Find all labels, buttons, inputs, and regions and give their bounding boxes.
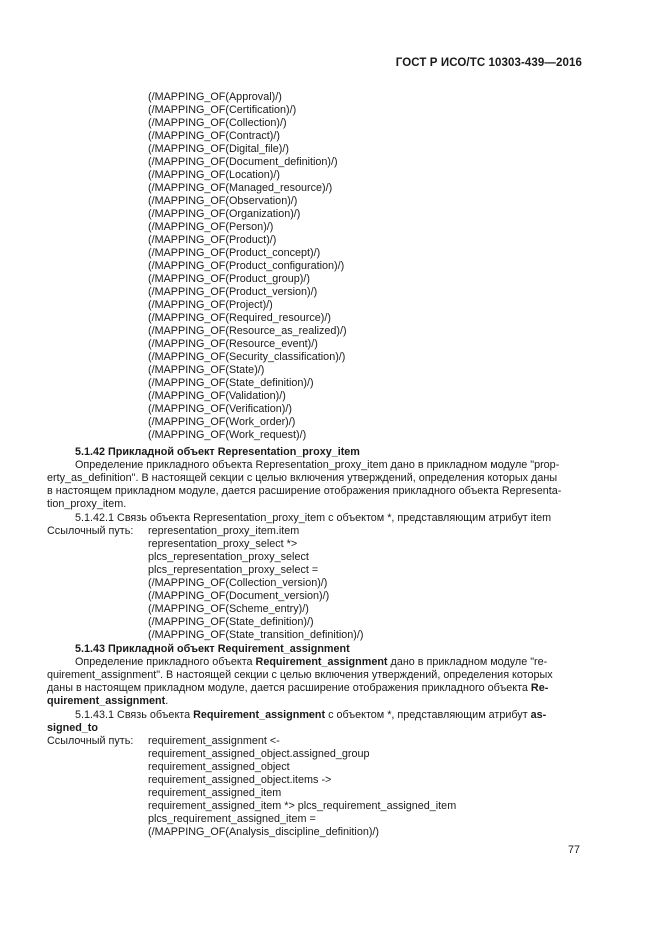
mapping-line: (/MAPPING_OF(Person)/) — [148, 221, 274, 233]
mapping-line: (/MAPPING_OF(Resource_as_realized)/) — [148, 325, 347, 337]
mapping-line: (/MAPPING_OF(Product)/) — [148, 234, 277, 246]
mapping-line: (/MAPPING_OF(Security_classification)/) — [148, 351, 346, 363]
ref-line: (/MAPPING_OF(State_transition_definition)/) — [148, 629, 364, 641]
mapping-line: (/MAPPING_OF(State)/) — [148, 364, 265, 376]
para-line: quirement_assignment. — [47, 695, 169, 707]
mapping-line: (/MAPPING_OF(Collection)/) — [148, 117, 287, 129]
mapping-line: (/MAPPING_OF(Contract)/) — [148, 130, 280, 142]
ref-line: representation_proxy_select *> — [148, 538, 298, 550]
mapping-list-1 — [148, 91, 347, 442]
ref-line: requirement_assignment <- — [148, 735, 280, 747]
para-line: tion_proxy_item. — [47, 498, 127, 510]
ref-line: plcs_representation_proxy_select — [148, 551, 309, 563]
mapping-line: (/MAPPING_OF(Work_request)/) — [148, 429, 307, 441]
mapping-line: (/MAPPING_OF(Digital_file)/) — [148, 143, 289, 155]
ref-line: requirement_assigned_object.items -> — [148, 774, 332, 786]
mapping-line: (/MAPPING_OF(Resource_event)/) — [148, 338, 318, 350]
mapping-line: (/MAPPING_OF(Document_definition)/) — [148, 156, 338, 168]
para-line: erty_as_definition". В настоящей секции с целью включения утверждений, определения которых даны — [47, 472, 558, 484]
mapping-line: (/MAPPING_OF(Product_concept)/) — [148, 247, 321, 259]
ref-line: (/MAPPING_OF(Analysis_discipline_definition)/) — [148, 826, 380, 838]
ref-line: (/MAPPING_OF(Document_version)/) — [148, 590, 330, 602]
mapping-line: (/MAPPING_OF(Required_resource)/) — [148, 312, 331, 324]
mapping-line: (/MAPPING_OF(Validation)/) — [148, 390, 286, 402]
reference-path-5-1-42 — [148, 525, 363, 642]
ref-line: requirement_assigned_object — [148, 761, 290, 773]
subsection-heading-5-1-42-1: 5.1.42.1 Связь объекта Representation_proxy_item с объектом *, представляющим атрибут item — [75, 512, 552, 524]
ref-line: (/MAPPING_OF(State_definition)/) — [148, 616, 314, 628]
section-heading-5-1-42: 5.1.42 Прикладной объект Representation_proxy_item — [75, 446, 360, 458]
ref-line: plcs_requirement_assigned_item = — [148, 813, 316, 825]
ref-line: requirement_assigned_object.assigned_group — [148, 748, 370, 760]
mapping-line: (/MAPPING_OF(State_definition)/) — [148, 377, 314, 389]
mapping-line: (/MAPPING_OF(Verification)/) — [148, 403, 292, 415]
mapping-line: (/MAPPING_OF(Location)/) — [148, 169, 280, 181]
mapping-line: (/MAPPING_OF(Product_version)/) — [148, 286, 318, 298]
para-line: в настоящем прикладном модуле, дается расширение отображения прикладного объекта Representa- — [47, 485, 562, 497]
mapping-line: (/MAPPING_OF(Product_group)/) — [148, 273, 311, 285]
mapping-line: (/MAPPING_OF(Certification)/) — [148, 104, 297, 116]
reference-path-5-1-43 — [148, 735, 456, 839]
para-line: quirement_assignment". В настоящей секции с целью включения утверждений, определения которых — [47, 669, 553, 681]
subsection-heading-cont: signed_to — [47, 722, 98, 734]
ref-line: representation_proxy_item.item — [148, 525, 300, 537]
subsection-heading-5-1-43-1: 5.1.43.1 Связь объекта Requirement_assignment с объектом *, представляющим атрибут as- — [75, 709, 547, 721]
mapping-line: (/MAPPING_OF(Approval)/) — [148, 91, 282, 103]
mapping-line: (/MAPPING_OF(Managed_resource)/) — [148, 182, 333, 194]
ref-line: (/MAPPING_OF(Collection_version)/) — [148, 577, 328, 589]
ref-line: plcs_representation_proxy_select = — [148, 564, 319, 576]
ref-line: (/MAPPING_OF(Scheme_entry)/) — [148, 603, 309, 615]
reference-path-label: Ссылочный путь: — [47, 525, 134, 537]
para-line: даны в настоящем прикладном модуле, дается расширение отображения прикладного объекта Re- — [47, 682, 549, 694]
para-line: Определение прикладного объекта Requirement_assignment дано в прикладном модуле "re- — [75, 656, 548, 668]
document-header: ГОСТ Р ИСО/ТС 10303-439—2016 — [395, 57, 582, 69]
ref-line: requirement_assigned_item *> plcs_requirement_assigned_item — [148, 800, 457, 812]
page-number: 77 — [568, 844, 581, 856]
section-heading-5-1-43: 5.1.43 Прикладной объект Requirement_assignment — [75, 643, 350, 655]
ref-line: requirement_assigned_item — [148, 787, 282, 799]
mapping-line: (/MAPPING_OF(Organization)/) — [148, 208, 301, 220]
para-line: Определение прикладного объекта Representation_proxy_item дано в прикладном модуле "prop- — [75, 459, 560, 471]
mapping-line: (/MAPPING_OF(Product_configuration)/) — [148, 260, 345, 272]
mapping-line: (/MAPPING_OF(Work_order)/) — [148, 416, 296, 428]
mapping-line: (/MAPPING_OF(Observation)/) — [148, 195, 298, 207]
reference-path-label: Ссылочный путь: — [47, 735, 134, 747]
mapping-line: (/MAPPING_OF(Project)/) — [148, 299, 273, 311]
